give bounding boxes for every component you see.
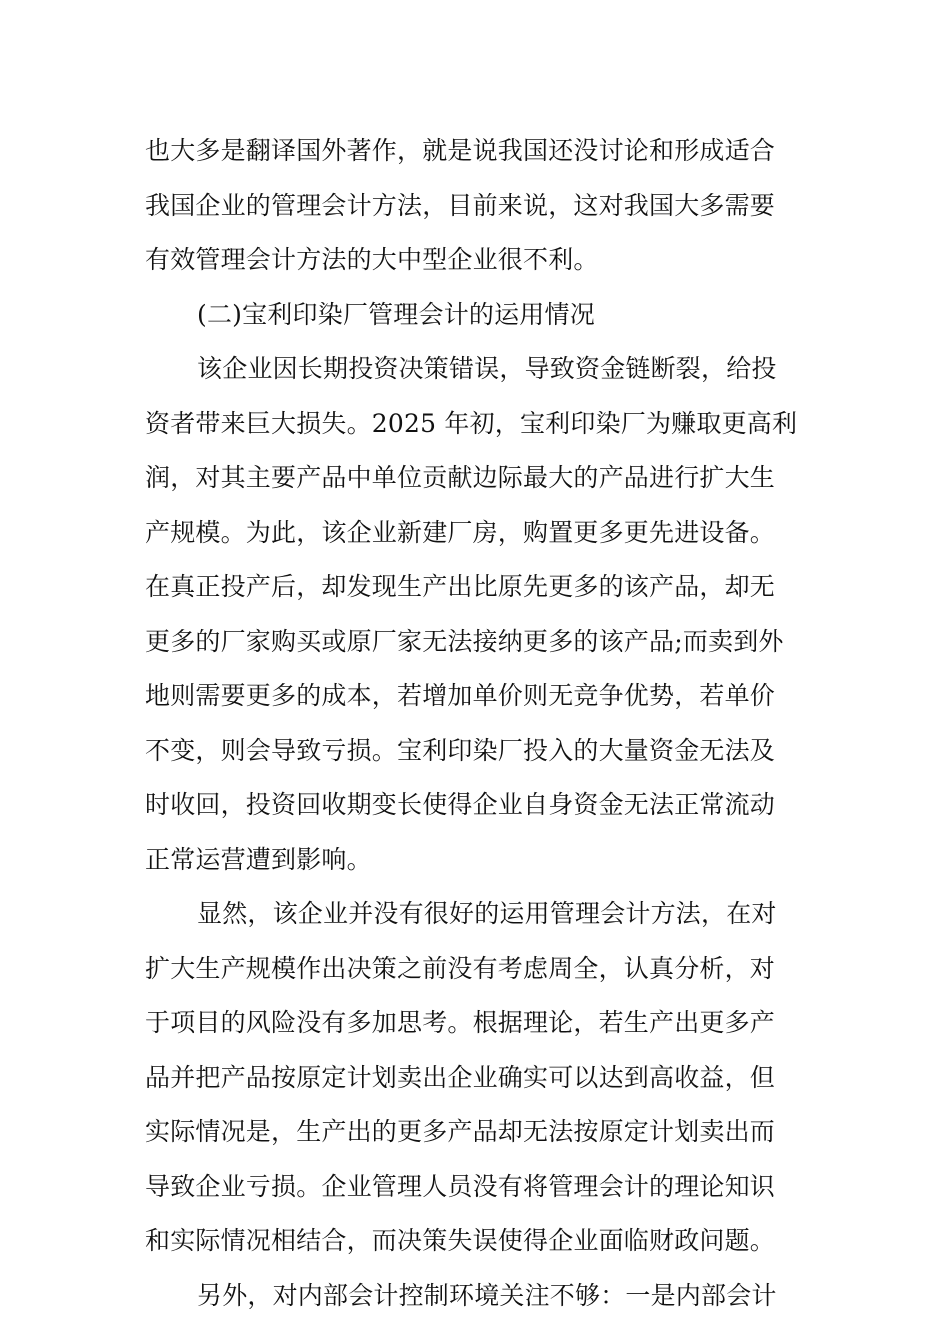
body-text [145,124,810,1323]
paragraph-first-line: 该企业因长期投资决策错误，导致资金链断裂，给投 [197,354,777,383]
text-line: 产规模。为此，该企业新建厂房，购置更多更先进设备。 [145,517,776,547]
text-line: 扩大生产规模作出决策之前没有考虑周全，认真分析，对 [145,953,776,983]
text-line: 不变，则会导致亏损。宝利印染厂投入的大量资金无法及 [145,735,776,765]
text-line: 正常运营遭到影响。 [145,844,372,874]
text-line: 于项目的风险没有多加思考。根据理论，若生产出更多产 [145,1008,776,1037]
text-line: 导致企业亏损。企业管理人员没有将管理会计的理论知识 [145,1171,776,1201]
text-line: 和实际情况相结合，而决策失误使得企业面临财政问题。 [145,1226,776,1255]
text-line: 在真正投产后，却发现生产出比原先更多的该产品，却无 [145,572,776,601]
text-line: 时收回，投资回收期变长使得企业自身资金无法正常流动 [145,790,776,819]
section-heading: (二)宝利印染厂管理会计的运用情况 [197,299,595,329]
text-line: 润，对其主要产品中单位贡献边际最大的产品进行扩大生 [145,463,776,492]
text-line: 有效管理会计方法的大中型企业很不利。 [145,245,599,274]
text-line: 地则需要更多的成本，若增加单价则无竞争优势，若单价 [145,681,776,710]
text-line: 资者带来巨大损失。2025 年初，宝利印染厂为赚取更高利 [145,408,798,438]
text-line: 也大多是翻译国外著作，就是说我国还没讨论和形成适合 [145,136,776,165]
paragraph-first-line: 另外，对内部会计控制环境关注不够：一是内部会计 [197,1280,777,1310]
text-line: 品并把产品按原定计划卖出企业确实可以达到高收益，但 [145,1062,776,1092]
text-line: 我国企业的管理会计方法，目前来说，这对我国大多需要 [145,190,776,220]
text-line: 更多的厂家购买或原厂家无法接纳更多的该产品;而卖到外 [145,626,784,656]
paragraph-first-line: 显然，该企业并没有很好的运用管理会计方法，在对 [197,899,777,928]
text-line: 实际情况是，生产出的更多产品却无法按原定计划卖出而 [145,1117,776,1146]
